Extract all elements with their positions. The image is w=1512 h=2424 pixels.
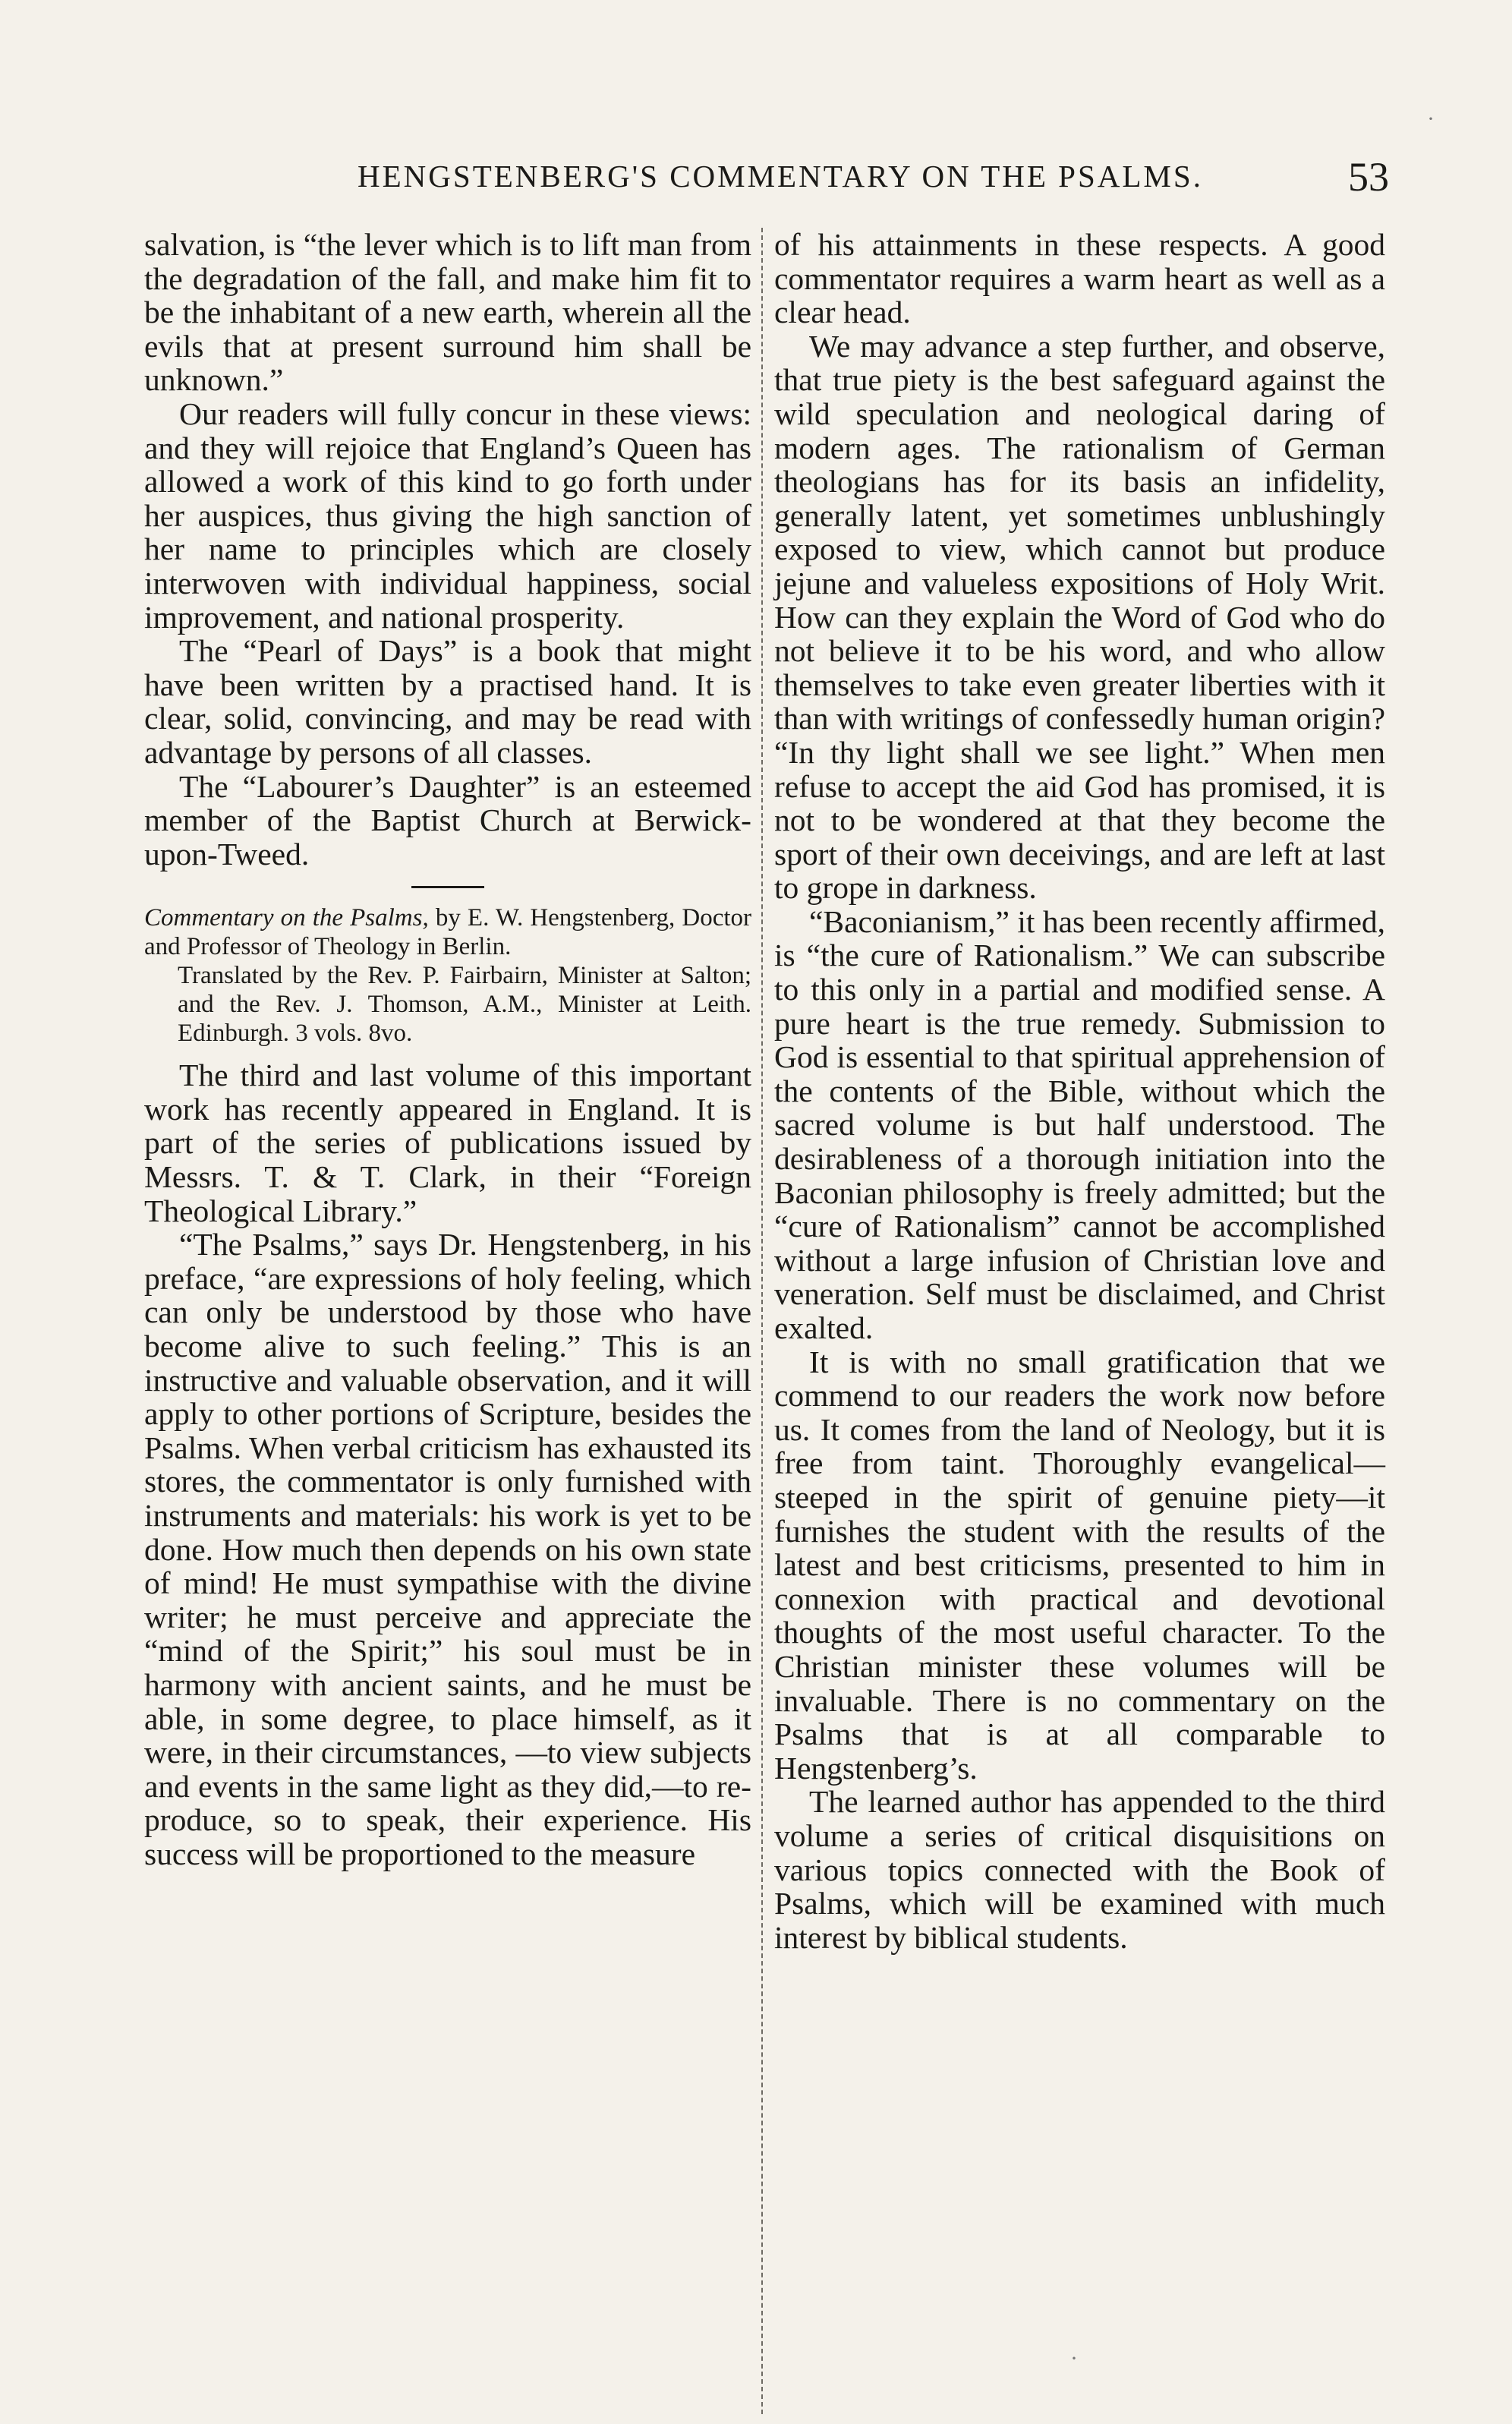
- review-heading: [144, 903, 751, 1048]
- paragraph: The third and last volume of this important work has recently appeared in England. It is part of the series of publications issued by Messrs. T. & T. Clark, in their “Foreign Theological Library.”: [144, 1058, 751, 1228]
- running-title: HENGSTENBERG'S COMMENTARY ON THE PSALMS.: [358, 159, 1203, 194]
- margin-speck: ·: [1427, 106, 1435, 131]
- column-separator: [761, 228, 763, 2414]
- paragraph: salvation, is “the lever which is to lift man from the degradation of the fall, and make him fit to be the inhabitant of a new earth, wherein all the evils that at present surround him shall be unknown.”: [144, 227, 751, 398]
- margin-speck: ·: [1070, 2346, 1078, 2371]
- section-divider: [411, 886, 484, 888]
- paragraph: Our readers will fully concur in these views: and they will rejoice that England’s Queen has allowed a work of this kind to go forth under her auspices, thus giving the high sanction of her name to principles which are closely interwoven with individual happiness, social improvement, and national prosperity.: [144, 396, 751, 635]
- left-column: [144, 228, 751, 1871]
- paragraph: The “Pearl of Days” is a book that might have been written by a practised hand. It is clear, solid, convincing, and may be read with advantage by persons of all classes.: [144, 633, 751, 770]
- review-book-title: Commentary on the Psalms,: [144, 904, 429, 932]
- paragraph: The “Labourer’s Daughter” is an esteemed member of the Baptist Church at Berwick-upon-Tweed.: [144, 768, 751, 872]
- paragraph: “Baconianism,” it has been recently affirmed, is “the cure of Rationalism.” We can subscribe to this only in a partial and modified sense. A pure heart is the true remedy. Submission to God is essential to that spiritual apprehension of the contents of the Bible, without which the sacred volume is but half understood. The desirableness of a thorough initiation into the Baconian philosophy is freely admitted; but the “cure of Rationalism” cannot be accomplished without a large infusion of Christian love and veneration. Self must be disclaimed, and Christ exalted.: [774, 903, 1385, 1345]
- paragraph: We may advance a step further, and observe, that true piety is the best safeguard against the wild speculation and neological daring of modern ages. The rationalism of German theologians has for its basis an infidelity, generally latent, yet sometimes unblushingly exposed to view, which cannot but produce jejune and valueless expositions of Holy Writ. How can they explain the Word of God who do not believe it to be his word, and who allow themselves to take even greater liberties with it than with writings of confessedly human origin? “In thy light shall we see light.” When men refuse to accept the aid God has promised, it is not to be wondered at that they become the sport of their own deceivings, and are left at last to grope in darkness.: [774, 328, 1385, 906]
- paragraph: The learned author has appended to the third volume a series of critical disquisitions on various topics connected with the Book of Psalms, which will be examined with much interest by biblical students.: [774, 1784, 1385, 1955]
- right-column: [774, 228, 1385, 1954]
- paragraph: It is with no small gratification that we commend to our readers the work now before us. It comes from the land of Neology, but it is free from taint. Thoroughly evangelical—steeped in the spirit of genuine piety—it furnishes the student with the results of the latest and best criticisms, presented to him in connexion with practical and devotional thoughts of the most useful character. To the Christian minister these volumes will be invaluable. There is no commentary on the Psalms that is at all comparable to Hengstenberg’s.: [774, 1344, 1385, 1786]
- review-translators: Translated by the Rev. P. Fairbairn, Minister at Salton; and the Rev. J. Thomson, A.M., Minister at Leith. Edinburgh. 3 vols. 8vo.: [178, 962, 751, 1048]
- review-author: by E. W. Hengstenberg, Doctor and Professor of Theology in Berlin.: [144, 904, 751, 961]
- paragraph: of his attainments in these respects. A good commentator requires a warm heart as well as a clear head.: [774, 227, 1385, 330]
- paragraph: “The Psalms,” says Dr. Hengstenberg, in his preface, “are expressions of holy feeling, which can only be understood by those who have become alive to such feeling.” This is an instructive and valuable observation, and it will apply to other portions of Scripture, besides the Psalms. When verbal criticism has exhausted its stores, the commentator is only furnished with instruments and materials: his work is yet to be done. How much then depends on his own state of mind! He must sympathise with the divine writer; he must perceive and appreciate the “mind of the Spirit;” his soul must be in harmony with ancient saints, and he must be able, in some degree, to place himself, as it were, in their circumstances, —to view subjects and events in the same light as they did,—to re-produce, so to speak, their experience. His success will be proportioned to the measure: [144, 1227, 751, 1871]
- page-number: 53: [1348, 154, 1389, 200]
- running-header: [144, 154, 1389, 203]
